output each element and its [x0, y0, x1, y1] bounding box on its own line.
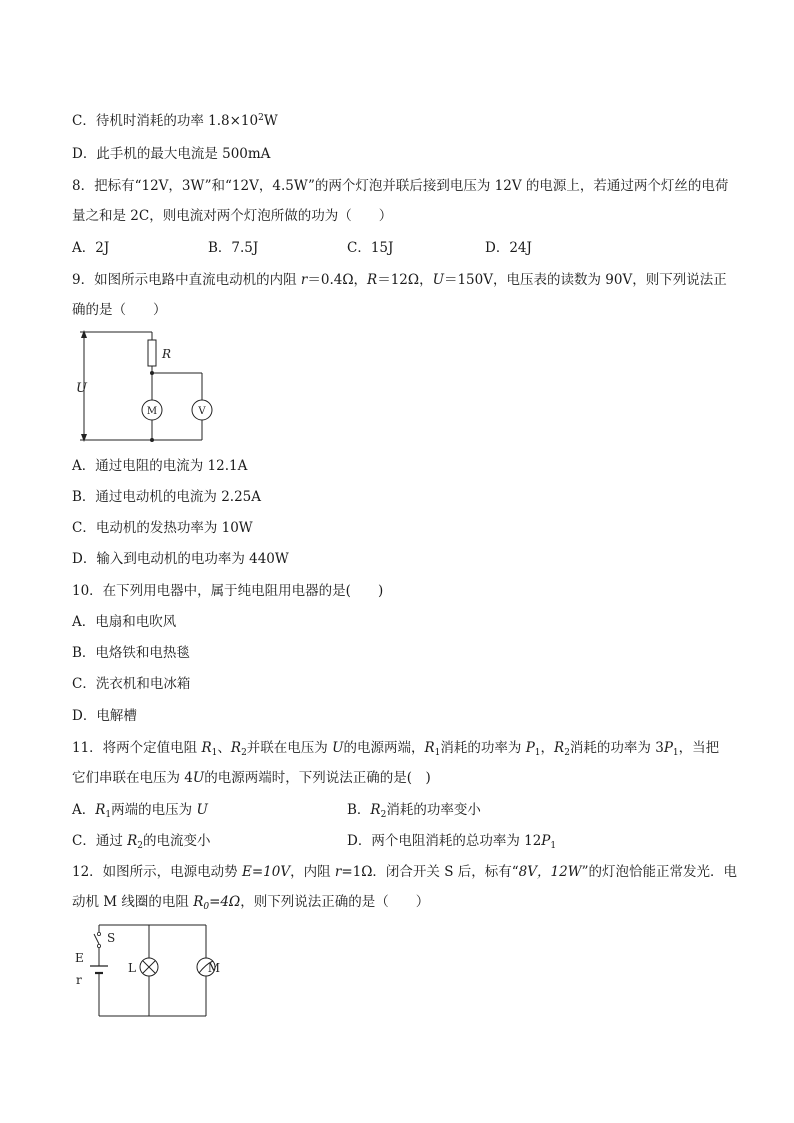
q11-option-d: [347, 831, 556, 856]
q11-var-R: R: [554, 740, 565, 756]
q11-opt-text: C．通过: [72, 833, 128, 849]
q12-label-E: E: [75, 951, 84, 965]
q7-option-d: D．此手机的最大电流是 500mA: [72, 146, 271, 162]
q9-stem-line1: [72, 270, 727, 290]
q9-var-R: R: [367, 272, 378, 288]
q9-option-a: A．通过电阻的电流为 12.1A: [72, 458, 248, 474]
q11-var-U: U: [192, 770, 205, 786]
q11-var-U: U: [332, 740, 344, 756]
q8-option-a: A．2J: [72, 240, 110, 256]
q11-var-R: R: [230, 740, 242, 756]
q11-sub: 1: [105, 810, 112, 820]
q8-option-c: C．15J: [347, 240, 394, 256]
q9-option-d: D．输入到电动机的电功率为 440W: [72, 551, 289, 567]
q12-stem-text: =1Ω．闭合开关 S 后，标有“: [341, 864, 519, 880]
q8-stem-line2: 量之和是 2C，则电流对两个灯泡所做的功为（ ）: [72, 208, 393, 224]
q11-var-U: U: [196, 802, 208, 818]
q11-var-R: R: [370, 802, 381, 818]
q11-option-a: [72, 800, 208, 825]
q11-stem-text: ，当把: [678, 740, 720, 756]
q11-stem-text: 消耗的功率为: [440, 740, 526, 756]
q11-opt-text: 两端的电压为: [111, 802, 197, 818]
q11-sub: 2: [564, 748, 570, 758]
q10-option-b: B．电烙铁和电热毯: [72, 645, 190, 661]
q11-stem-text: 的电源两端，: [343, 740, 425, 756]
q12-label-M: M: [207, 961, 220, 975]
q12-stem-line1: [72, 862, 737, 882]
q11-opt-text: B．: [347, 802, 371, 818]
q11-stem-text: 11．将两个定值电阻: [72, 740, 202, 756]
q11-sub: 1: [211, 748, 218, 758]
q7-option-c-unit: W: [263, 113, 278, 129]
q12-var-value: =4Ω: [209, 894, 241, 910]
q12-label-S: S: [107, 931, 116, 945]
q9-stem-text: 9．如图所示电路中直流电动机的内阻: [72, 272, 301, 288]
q11-option-b: [347, 800, 481, 825]
q12-stem-text: ”的灯泡恰能正常发光．电: [581, 864, 737, 880]
q11-sub: 1: [672, 748, 679, 758]
q11-stem-text: 、: [217, 740, 231, 756]
q12-sub: 0: [203, 902, 210, 912]
q12-label-r: r: [76, 973, 82, 987]
q12-var-R: R: [193, 894, 204, 910]
q12-lamp-rating: 8V，12W: [518, 864, 582, 880]
q12-var-E: E=10V: [241, 864, 291, 880]
q11-stem-line1: [72, 738, 719, 763]
q11-var-R: R: [424, 740, 435, 756]
q10-option-a: A．电扇和电吹风: [72, 614, 177, 630]
q9-var-U: U: [432, 272, 444, 288]
q11-var-P: P: [663, 740, 673, 756]
q11-var-R: R: [95, 802, 106, 818]
q12-circuit-diagram: [70, 920, 220, 1022]
q11-opt-text: A．: [72, 802, 96, 818]
q9-var-r: r: [300, 272, 308, 288]
q7-option-c-exponent: 2: [258, 113, 264, 123]
q11-option-c: [72, 831, 211, 856]
q9-label-M: M: [146, 406, 158, 417]
q9-resistor: [148, 340, 156, 366]
q7-option-c-text: C．待机时消耗的功率 1.8×10: [72, 113, 259, 129]
q9-label-R: R: [162, 347, 172, 361]
q9-stem-text: ＝0.4Ω，: [307, 272, 368, 288]
q11-stem-line2: [72, 768, 431, 788]
q8-option-d: D．24J: [485, 240, 532, 256]
q11-var-R: R: [201, 740, 212, 756]
q9-label-V: V: [198, 406, 206, 417]
q9-stem-text: ＝12Ω，: [377, 272, 433, 288]
q11-sub: 2: [380, 810, 387, 820]
q9-stem-line2: 确的是（ ）: [72, 302, 167, 318]
q12-var-r: r: [334, 864, 342, 880]
q10-option-d: D．电解槽: [72, 708, 137, 724]
q8-stem-line1: 8．把标有“12V，3W”和“12V，4.5W”的两个灯泡并联后接到电压为 12V 的电源上，若通过两个灯丝的电荷: [72, 178, 729, 194]
q11-var-P: P: [525, 740, 535, 756]
q9-option-c: C．电动机的发热功率为 10W: [72, 520, 253, 536]
q12-label-L: L: [128, 961, 136, 975]
q11-var-P: P: [541, 833, 551, 849]
q12-stem-text: ，则下列说法正确的是（ ）: [240, 894, 430, 910]
q11-stem-text: ，: [540, 740, 555, 756]
q11-sub: 1: [534, 748, 541, 758]
q12-stem-text: 12．如图所示，电源电动势: [72, 864, 242, 880]
q9-option-b: B．通过电动机的电流为 2.25A: [72, 489, 262, 505]
q11-stem-text: 消耗的功率为 3: [569, 740, 664, 756]
q11-var-R: R: [127, 833, 138, 849]
q9-label-U: U: [76, 381, 87, 396]
q11-sub: 2: [241, 748, 247, 758]
q10-option-c: C．洗衣机和电冰箱: [72, 676, 191, 692]
q11-opt-text: 的电流变小: [143, 833, 211, 849]
q12-stem-text: 动机 M 线圈的电阻: [72, 894, 194, 910]
q11-sub: 1: [434, 748, 441, 758]
q11-stem-text: 并联在电压为: [246, 740, 333, 756]
q11-stem-text: 它们串联在电压为 4: [72, 770, 193, 786]
q9-stem-text: ＝150V，电压表的读数为 90V，则下列说法正: [443, 272, 727, 288]
q8-option-b: B．7.5J: [208, 240, 259, 256]
q11-sub: 2: [137, 841, 144, 851]
q12-stem-line2: [72, 892, 429, 917]
q11-stem-text: 的电源两端时，下列说法正确的是( ): [204, 770, 431, 786]
q9-circuit-diagram: [70, 326, 220, 448]
q12-stem-text: ，内阻: [290, 864, 335, 880]
q7-option-c: [72, 108, 278, 131]
q10-stem: 10．在下列用电器中，属于纯电阻用电器的是( ): [72, 583, 384, 599]
q11-opt-text: 消耗的功率变小: [386, 802, 481, 818]
q11-opt-text: D．两个电阻消耗的总功率为 12: [347, 833, 542, 849]
q11-sub: 1: [550, 841, 557, 851]
